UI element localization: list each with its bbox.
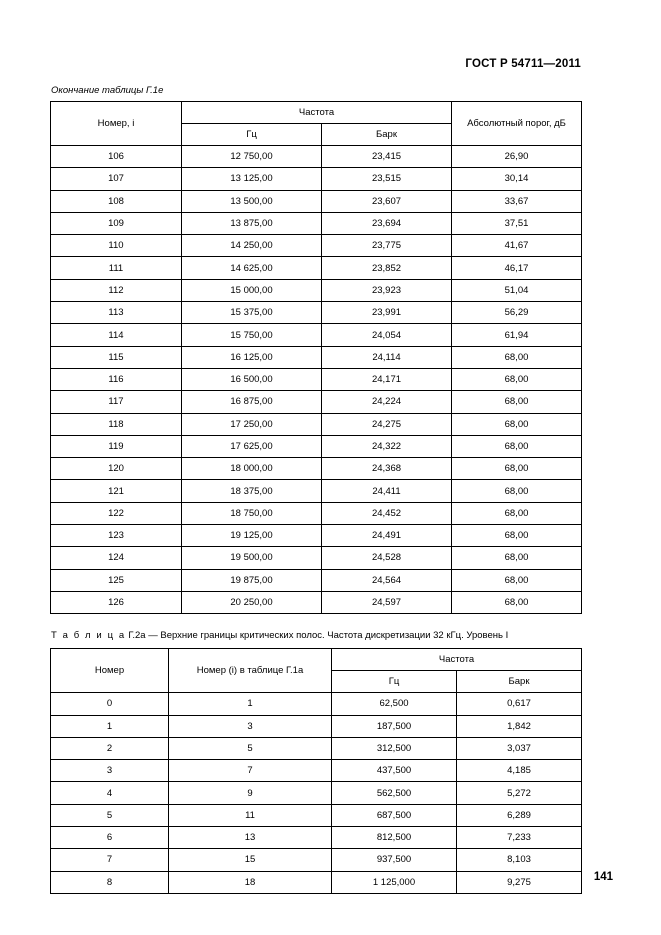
table1-cell: 118 [51, 413, 182, 435]
table1-cell: 120 [51, 458, 182, 480]
table2-cell: 62,500 [332, 693, 457, 715]
table1-cell: 113 [51, 302, 182, 324]
table1-cell: 14 625,00 [182, 257, 322, 279]
table1-cell: 107 [51, 168, 182, 190]
table-row [51, 346, 582, 368]
table1-cell: 119 [51, 435, 182, 457]
table-row [51, 368, 582, 390]
table1-cell: 116 [51, 368, 182, 390]
table-g1e [50, 101, 582, 614]
table1-cell: 68,00 [452, 413, 582, 435]
table1-cell: 68,00 [452, 435, 582, 457]
table1-cell: 68,00 [452, 569, 582, 591]
table2-cell: 3 [51, 760, 169, 782]
table2-cell: 187,500 [332, 715, 457, 737]
table1-cell: 24,275 [322, 413, 452, 435]
table1-cell: 18 375,00 [182, 480, 322, 502]
table2-cell: 7 [51, 849, 169, 871]
table1-cell: 121 [51, 480, 182, 502]
table2-cell: 0 [51, 693, 169, 715]
table1-cell: 24,171 [322, 368, 452, 390]
table1-cell: 23,775 [322, 235, 452, 257]
table2-cell: 0,617 [457, 693, 582, 715]
table1-cell: 68,00 [452, 368, 582, 390]
table-row [51, 591, 582, 613]
table2-cell: 437,500 [332, 760, 457, 782]
table2-cell: 6 [51, 827, 169, 849]
table1-th-hz: Гц [182, 124, 322, 146]
table1-cell: 26,90 [452, 146, 582, 168]
table-row [51, 190, 582, 212]
table1-cell: 24,368 [322, 458, 452, 480]
table1-cell: 122 [51, 502, 182, 524]
table1-cell: 23,923 [322, 279, 452, 301]
table2-cell: 9,275 [457, 871, 582, 893]
table-row [51, 480, 582, 502]
table1-cell: 68,00 [452, 480, 582, 502]
table1-cell: 12 750,00 [182, 146, 322, 168]
table1-cell: 23,852 [322, 257, 452, 279]
table1-body [51, 146, 582, 614]
table2-th-index: Номер (i) в таблице Г.1а [169, 649, 332, 693]
table2-cell: 4 [51, 782, 169, 804]
table1-cell: 61,94 [452, 324, 582, 346]
table-row [51, 804, 582, 826]
table1-cell: 20 250,00 [182, 591, 322, 613]
table1-cell: 110 [51, 235, 182, 257]
table1-cell: 24,224 [322, 391, 452, 413]
table1-caption: Окончание таблицы Г.1е [51, 85, 164, 96]
table2-cell: 15 [169, 849, 332, 871]
table2-cell: 9 [169, 782, 332, 804]
table1-cell: 18 750,00 [182, 502, 322, 524]
table2-head [51, 649, 582, 693]
table2-caption-rest: Г.2а — Верхние границы критических полос. Частота дискретизации 32 кГц. Уровень I [128, 630, 509, 642]
table1-cell: 106 [51, 146, 182, 168]
table-row [51, 302, 582, 324]
table1-cell: 17 250,00 [182, 413, 322, 435]
table1-cell: 24,564 [322, 569, 452, 591]
table-row [51, 146, 582, 168]
table1-cell: 16 875,00 [182, 391, 322, 413]
table1-cell: 41,67 [452, 235, 582, 257]
table1-cell: 68,00 [452, 591, 582, 613]
table1-cell: 24,597 [322, 591, 452, 613]
table-row [51, 391, 582, 413]
table1-cell: 115 [51, 346, 182, 368]
table-row [51, 737, 582, 759]
table2-cell: 687,500 [332, 804, 457, 826]
table2-cell: 5 [169, 737, 332, 759]
table1-cell: 68,00 [452, 458, 582, 480]
table2-th-bark: Барк [457, 671, 582, 693]
table1-cell: 13 500,00 [182, 190, 322, 212]
table2-caption [48, 630, 613, 641]
table1-cell: 24,411 [322, 480, 452, 502]
table1-cell: 23,415 [322, 146, 452, 168]
page-number: 141 [593, 871, 613, 883]
table2-caption-prefix: Т а б л и ц а [51, 630, 126, 642]
table1-cell: 68,00 [452, 525, 582, 547]
table1-cell: 16 125,00 [182, 346, 322, 368]
table2-cell: 562,500 [332, 782, 457, 804]
table2-cell: 8,103 [457, 849, 582, 871]
table1-th-number: Номер, i [51, 102, 182, 146]
table1-cell: 15 000,00 [182, 279, 322, 301]
table-row [51, 693, 582, 715]
table1-cell: 51,04 [452, 279, 582, 301]
table1-cell: 19 500,00 [182, 547, 322, 569]
table2-cell: 11 [169, 804, 332, 826]
table1-cell: 15 750,00 [182, 324, 322, 346]
table1-cell: 24,114 [322, 346, 452, 368]
table1-cell: 23,991 [322, 302, 452, 324]
table-row [51, 257, 582, 279]
page-header-standard: ГОСТ Р 54711—2011 [465, 58, 581, 70]
table-row [51, 827, 582, 849]
table1-th-bark: Барк [322, 124, 452, 146]
table2-cell: 1 [169, 693, 332, 715]
table2-cell: 5,272 [457, 782, 582, 804]
table2-header-row-1 [51, 649, 582, 671]
table-row [51, 435, 582, 457]
table2-th-hz: Гц [332, 671, 457, 693]
table2-cell: 13 [169, 827, 332, 849]
table1-cell: 46,17 [452, 257, 582, 279]
table1-th-frequency: Частота [182, 102, 452, 124]
table2-cell: 812,500 [332, 827, 457, 849]
table1-cell: 17 625,00 [182, 435, 322, 457]
table1-cell: 24,322 [322, 435, 452, 457]
table2-cell: 7,233 [457, 827, 582, 849]
table1-cell: 23,694 [322, 212, 452, 234]
table2-cell: 312,500 [332, 737, 457, 759]
table1-cell: 18 000,00 [182, 458, 322, 480]
table2-cell: 3,037 [457, 737, 582, 759]
table2-cell: 6,289 [457, 804, 582, 826]
table1-cell: 109 [51, 212, 182, 234]
table1-cell: 19 125,00 [182, 525, 322, 547]
table1-cell: 117 [51, 391, 182, 413]
table1-cell: 19 875,00 [182, 569, 322, 591]
table1-cell: 13 875,00 [182, 212, 322, 234]
table-row [51, 235, 582, 257]
table-row [51, 413, 582, 435]
table1-cell: 30,14 [452, 168, 582, 190]
table1-cell: 24,452 [322, 502, 452, 524]
table-row [51, 458, 582, 480]
table1-cell: 24,528 [322, 547, 452, 569]
table2-cell: 1 [51, 715, 169, 737]
table1-cell: 24,054 [322, 324, 452, 346]
table2-cell: 5 [51, 804, 169, 826]
table1-cell: 23,515 [322, 168, 452, 190]
table1-cell: 125 [51, 569, 182, 591]
table1-cell: 111 [51, 257, 182, 279]
table1-cell: 33,67 [452, 190, 582, 212]
table-row [51, 715, 582, 737]
table1-cell: 37,51 [452, 212, 582, 234]
table2-cell: 937,500 [332, 849, 457, 871]
table1-cell: 24,491 [322, 525, 452, 547]
table2-cell: 3 [169, 715, 332, 737]
table1-cell: 108 [51, 190, 182, 212]
table-row [51, 871, 582, 893]
table1-cell: 56,29 [452, 302, 582, 324]
table-g2a [50, 648, 582, 894]
table-row [51, 168, 582, 190]
table1-cell: 68,00 [452, 346, 582, 368]
table2-cell: 2 [51, 737, 169, 759]
table-row [51, 782, 582, 804]
table1-cell: 68,00 [452, 547, 582, 569]
table-row [51, 212, 582, 234]
table-row [51, 502, 582, 524]
table1-head [51, 102, 582, 146]
table2-cell: 18 [169, 871, 332, 893]
table2-body [51, 693, 582, 894]
table2-cell: 8 [51, 871, 169, 893]
table-row [51, 547, 582, 569]
table1-cell: 114 [51, 324, 182, 346]
table1-cell: 68,00 [452, 502, 582, 524]
table1-cell: 23,607 [322, 190, 452, 212]
table-row [51, 569, 582, 591]
table1-cell: 124 [51, 547, 182, 569]
table1-cell: 13 125,00 [182, 168, 322, 190]
table1-cell: 68,00 [452, 391, 582, 413]
table2-cell: 4,185 [457, 760, 582, 782]
table1-cell: 16 500,00 [182, 368, 322, 390]
table2-th-number: Номер [51, 649, 169, 693]
table-row [51, 849, 582, 871]
table1-cell: 112 [51, 279, 182, 301]
table2-th-frequency: Частота [332, 649, 582, 671]
table-row [51, 525, 582, 547]
table1-cell: 126 [51, 591, 182, 613]
table-row [51, 760, 582, 782]
table2-cell: 7 [169, 760, 332, 782]
table2-cell: 1 125,000 [332, 871, 457, 893]
table-row [51, 279, 582, 301]
table1-cell: 15 375,00 [182, 302, 322, 324]
table1-cell: 123 [51, 525, 182, 547]
table-row [51, 324, 582, 346]
table2-cell: 1,842 [457, 715, 582, 737]
table1-header-row-1 [51, 102, 582, 124]
table1-cell: 14 250,00 [182, 235, 322, 257]
table1-th-threshold: Абсолютный порог, дБ [452, 102, 582, 146]
